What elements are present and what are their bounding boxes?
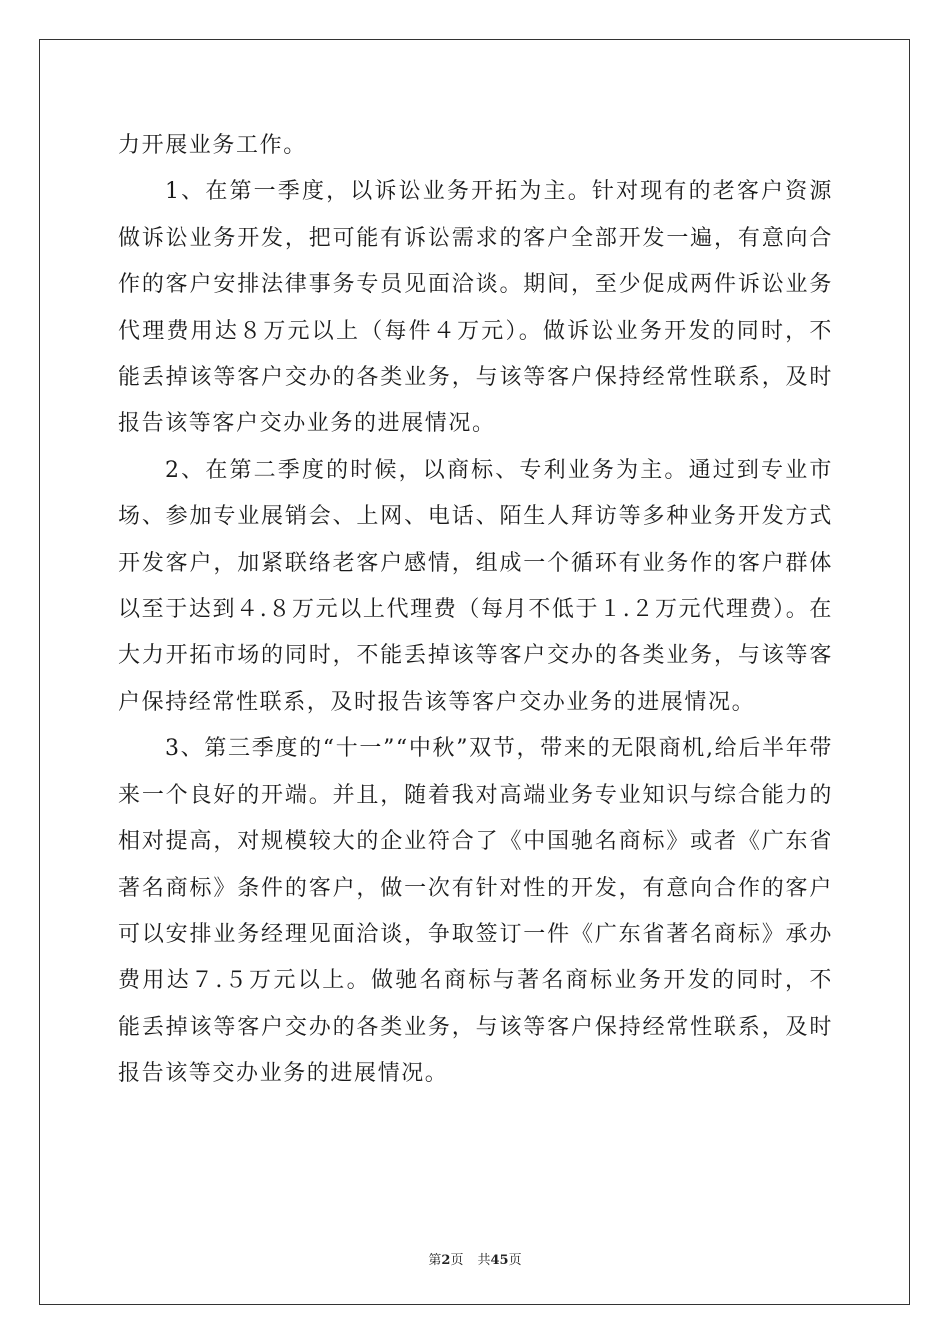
paragraph-continuation: 力开展业务工作。 (118, 133, 307, 158)
paragraph-q2: 2、在第二季度的时候，以商标、专利业务为主。通过到专业市场、参加专业展销会、上网、电话、陌生人拜访等多种业务开发方式开发客户，加紧联络老客户感情，组成一个循环有业务作的客户群体以至于达到４.８万元以上代理费（每月不低于１.２万元代理费）。在大力开拓市场的同时，不能丢掉该等客户交办的各类业务，与该等客户保持经常性联系，及时报告该等客户交办业务的进展情况。 (118, 457, 833, 715)
total-suffix: 页 (508, 1253, 522, 1268)
page-suffix: 页 (450, 1253, 464, 1268)
page-prefix: 第 (428, 1253, 442, 1268)
page-number: 2 (441, 1253, 451, 1268)
total-prefix: 共 (477, 1253, 491, 1268)
total-pages: 45 (490, 1253, 509, 1268)
paragraph-q3: 3、第三季度的“十一”“中秋”双节，带来的无限商机,给后半年带来一个良好的开端。并且，随着我对高端业务专业知识与综合能力的相对提高，对规模较大的企业符合了《中国驰名商标》或者《广东省著名商标》条件的客户，做一次有针对性的开发，有意向合作的客户可以安排业务经理见面洽谈，争取签订一件《广东省著名商标》承办费用达７.５万元以上。做驰名商标与著名商标业务开发的同时，不能丢掉该等客户交办的各类业务，与该等客户保持经常性联系，及时报告该等交办业务的进展情况。 (118, 736, 833, 1087)
paragraph-q1: 1、在第一季度，以诉讼业务开拓为主。针对现有的老客户资源做诉讼业务开发，把可能有诉讼需求的客户全部开发一遍，有意向合作的客户安排法律事务专员见面洽谈。期间，至少促成两件诉讼业务代理费用达８万元以上（每件４万元）。做诉讼业务开发的同时，不能丢掉该等客户交办的各类业务，与该等客户保持经常性联系，及时报告该等客户交办业务的进展情况。 (118, 179, 833, 437)
document-body (118, 123, 833, 1098)
page-footer (0, 1249, 950, 1268)
